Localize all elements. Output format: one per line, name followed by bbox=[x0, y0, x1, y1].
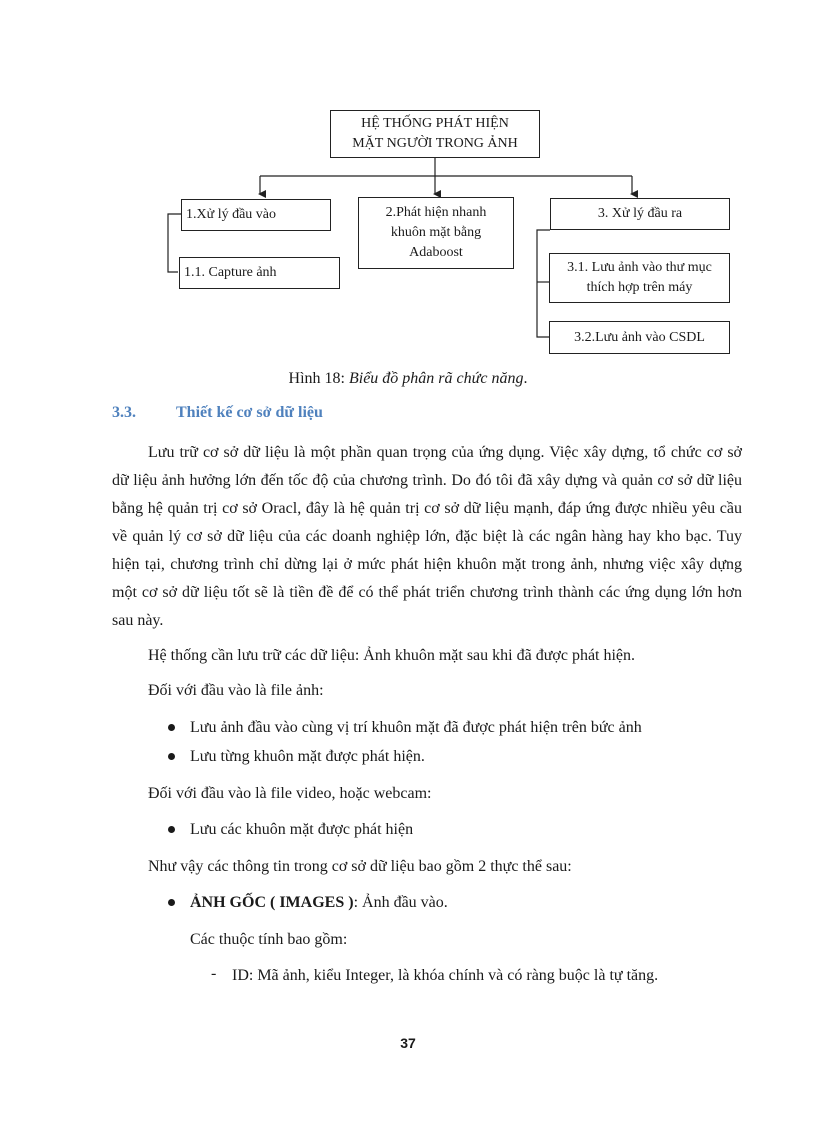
section-heading bbox=[112, 404, 323, 422]
caption-italic: Biểu đồ phân rã chức năng bbox=[348, 370, 524, 387]
node-output-processing-label: 3. Xử lý đầu ra bbox=[597, 206, 683, 221]
bullet-icon bbox=[168, 753, 175, 760]
node-save-to-folder bbox=[549, 253, 730, 303]
caption-prefix: Hình 18: bbox=[288, 370, 349, 387]
caption-suffix: . bbox=[523, 370, 528, 387]
node-input-processing-label: 1.Xử lý đầu vào bbox=[186, 207, 277, 222]
node-save-to-db bbox=[549, 321, 730, 354]
node-save-to-folder-line1: 3.1. Lưu ảnh vào thư mục bbox=[567, 260, 712, 275]
page-number: 37 bbox=[400, 1035, 416, 1051]
node-save-to-folder-line2: thích hợp trên máy bbox=[586, 280, 693, 295]
bullet-icon bbox=[168, 826, 175, 833]
video-input-line: Đối với đầu vào là file video, hoặc webcam: bbox=[148, 785, 432, 802]
node-capture-image bbox=[179, 257, 340, 289]
node-fast-detection-line3: Adaboost bbox=[409, 245, 463, 260]
diagram-connectors bbox=[0, 0, 816, 360]
paragraph-database-intro: Lưu trữ cơ sở dữ liệu là một phần quan trọng của ứng dụng. Việc xây dựng, tổ chức cơ sở dữ liệu ảnh hưởng lớn đến tốc độ của chương trình. Do đó tôi đã xây dựng và quản cơ sở dữ liệu bằng hệ quản trị cơ sở Oracl, đây là hệ quản trị cơ sở dữ liệu mạnh, đáp ứng được nhiều yêu cầu về quản lý cơ sở dữ liệu của các doanh nghiệp lớn, đặc biệt là các ngân hàng hay kho bạc. Tuy hiện tại, chương trình chỉ dừng lại ở mức phát hiện khuôn mặt trong ảnh, nhưng việc xây dựng một cơ sở dữ liệu tốt sẽ là tiền đề để có thể phát triển chương trình thành các ứng dụng lớn hơn sau này. bbox=[112, 444, 742, 629]
entity-images bbox=[190, 892, 448, 914]
root-node-line1: HỆ THỐNG PHÁT HIỆN bbox=[361, 116, 509, 131]
bullet-video-1: Lưu các khuôn mặt được phát hiện bbox=[190, 821, 414, 838]
storage-requirement-line: Hệ thống cần lưu trữ các dữ liệu: Ảnh khuôn mặt sau khi đã được phát hiện. bbox=[148, 647, 636, 664]
bullet-icon bbox=[168, 724, 175, 731]
section-number: 3.3. bbox=[112, 404, 136, 421]
node-save-to-db-label: 3.2.Lưu ảnh vào CSDL bbox=[574, 329, 705, 345]
entities-line: Như vậy các thông tin trong cơ sở dữ liệu bao gồm 2 thực thể sau: bbox=[148, 858, 572, 875]
function-decomposition-diagram bbox=[0, 0, 816, 360]
root-node-line2: MẶT NGƯỜI TRONG ẢNH bbox=[352, 136, 518, 151]
bullet-icon bbox=[168, 899, 175, 906]
entity-images-name: ẢNH GỐC ( IMAGES ) bbox=[190, 894, 354, 911]
section-title: Thiết kế cơ sở dữ liệu bbox=[176, 404, 323, 421]
figure-caption bbox=[0, 370, 816, 388]
attribute-id: ID: Mã ảnh, kiểu Integer, là khóa chính và có ràng buộc là tự tăng. bbox=[232, 967, 659, 984]
entity-images-desc: : Ảnh đầu vào. bbox=[353, 894, 448, 911]
root-node bbox=[330, 110, 540, 158]
bullet-image-2: Lưu từng khuôn mặt được phát hiện. bbox=[190, 748, 425, 765]
attributes-label: Các thuộc tính bao gồm: bbox=[190, 931, 348, 948]
node-output-processing bbox=[550, 198, 730, 230]
node-fast-detection bbox=[358, 197, 514, 269]
image-input-line: Đối với đầu vào là file ảnh: bbox=[148, 682, 324, 699]
attribute-dash: - bbox=[211, 965, 217, 982]
bullet-image-1: Lưu ảnh đầu vào cùng vị trí khuôn mặt đã được phát hiện trên bức ảnh bbox=[190, 719, 642, 736]
node-input-processing bbox=[181, 199, 331, 231]
node-fast-detection-line1: 2.Phát hiện nhanh bbox=[385, 205, 487, 220]
node-capture-image-label: 1.1. Capture ảnh bbox=[184, 265, 277, 280]
node-fast-detection-line2: khuôn mặt bằng bbox=[390, 225, 482, 240]
